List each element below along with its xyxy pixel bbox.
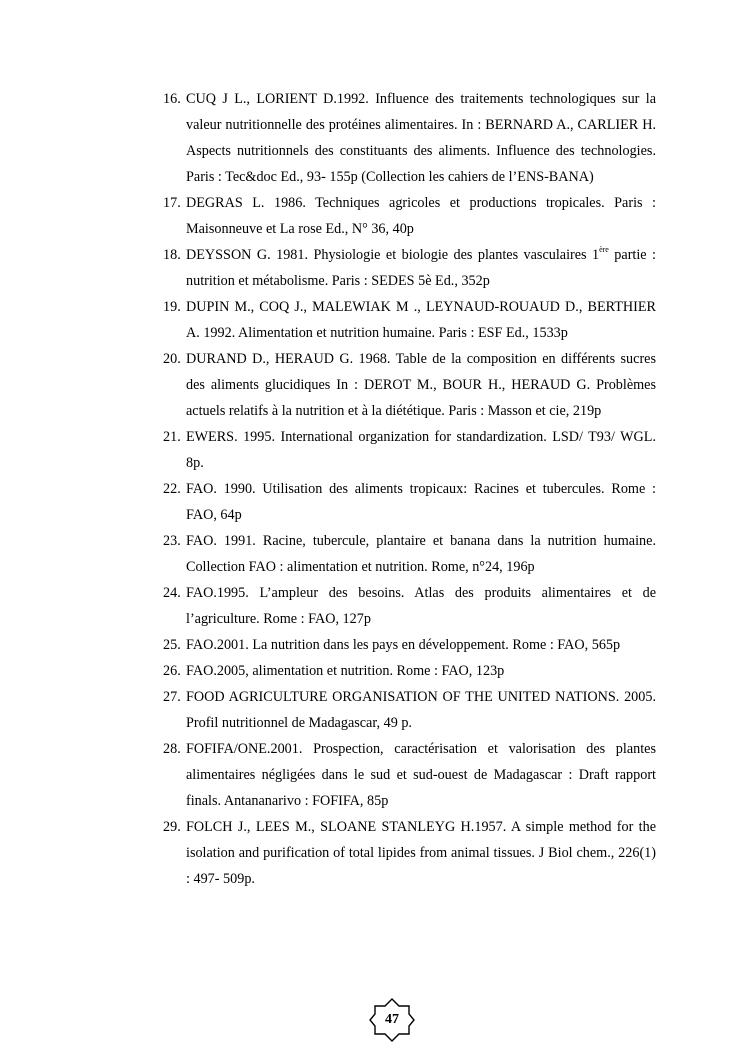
reference-item [163,476,656,528]
reference-item [163,632,656,658]
reference-number: 29. [163,819,181,835]
reference-number: 20. [163,351,181,367]
reference-item [163,424,656,476]
reference-item [163,346,656,424]
reference-item [163,658,656,684]
reference-text: DUPIN M., COQ J., MALEWIAK M ., LEYNAUD-ROUAUD D., BERTHIER A. 1992. Alimentation et nutrition humaine. Paris : ESF Ed., 1533p [186,299,656,341]
reference-number: 18. [163,247,181,263]
reference-number: 27. [163,689,181,705]
reference-text: DEGRAS L. 1986. Techniques agricoles et productions tropicales. Paris : Maisonneuve et La rose Ed., N° 36, 40p [186,195,656,237]
reference-number: 26. [163,663,181,679]
reference-text: CUQ J L., LORIENT D.1992. Influence des traitements technologiques sur la valeur nutritionnelle des protéines alimentaires. In : BERNARD A., CARLIER H. Aspects nutritionnels des constituants des aliments. Influence des technologies. Paris : Tec&doc Ed., 93- 155p (Collection les cahiers de l’ENS-BANA) [186,91,656,185]
reference-item [163,294,656,346]
reference-text: FAO. 1991. Racine, tubercule, plantaire et banana dans la nutrition humaine. Collection FAO : alimentation et nutrition. Rome, n°24, 196p [186,533,656,575]
reference-text: DURAND D., HERAUD G. 1968. Table de la composition en différents sucres des aliments glucidiques In : DEROT M., BOUR H., HERAUD G. Problèmes actuels relatifs à la nutrition et à la diététique. Paris : Masson et cie, 219p [186,351,656,419]
reference-item [163,814,656,892]
reference-number: 16. [163,91,181,107]
reference-item [163,684,656,736]
reference-number: 28. [163,741,181,757]
reference-item [163,86,656,190]
reference-text-part: partie : nutrition et métabolisme. Paris : SEDES 5è Ed., 352p [186,247,656,289]
ordinal-superscript: ère [599,245,609,254]
reference-text [186,242,656,294]
reference-text-part: DEYSSON G. 1981. Physiologie et biologie des plantes vasculaires 1 [186,247,600,263]
reference-number: 25. [163,637,181,653]
reference-item [163,190,656,242]
page-number: 47 [385,1012,399,1027]
reference-item [163,242,656,294]
reference-text: EWERS. 1995. International organization for standardization. LSD/ T93/ WGL. 8p. [186,429,656,471]
reference-item [163,580,656,632]
reference-text: FOOD AGRICULTURE ORGANISATION OF THE UNITED NATIONS. 2005. Profil nutritionnel de Madagascar, 49 p. [186,689,656,731]
reference-text: FOLCH J., LEES M., SLOANE STANLEYG H.1957. A simple method for the isolation and purification of total lipides from animal tissues. J Biol chem., 226(1) : 497- 509p. [186,819,656,887]
reference-list [163,86,656,892]
reference-number: 19. [163,299,181,315]
page-number-badge [369,998,415,1042]
reference-text: FAO.2005, alimentation et nutrition. Rome : FAO, 123p [186,663,505,679]
reference-item [163,736,656,814]
reference-number: 24. [163,585,181,601]
reference-number: 21. [163,429,181,445]
reference-number: 17. [163,195,181,211]
reference-text: FAO. 1990. Utilisation des aliments tropicaux: Racines et tubercules. Rome : FAO, 64p [186,481,656,523]
reference-text: FAO.1995. L’ampleur des besoins. Atlas des produits alimentaires et de l’agriculture. Rome : FAO, 127p [186,585,656,627]
reference-item [163,528,656,580]
reference-text: FOFIFA/ONE.2001. Prospection, caractérisation et valorisation des plantes alimentaires négligées dans le sud et sud-ouest de Madagascar : Draft rapport finals. Antananarivo : FOFIFA, 85p [186,741,656,809]
reference-number: 23. [163,533,181,549]
reference-text: FAO.2001. La nutrition dans les pays en développement. Rome : FAO, 565p [186,637,621,653]
reference-number: 22. [163,481,181,497]
